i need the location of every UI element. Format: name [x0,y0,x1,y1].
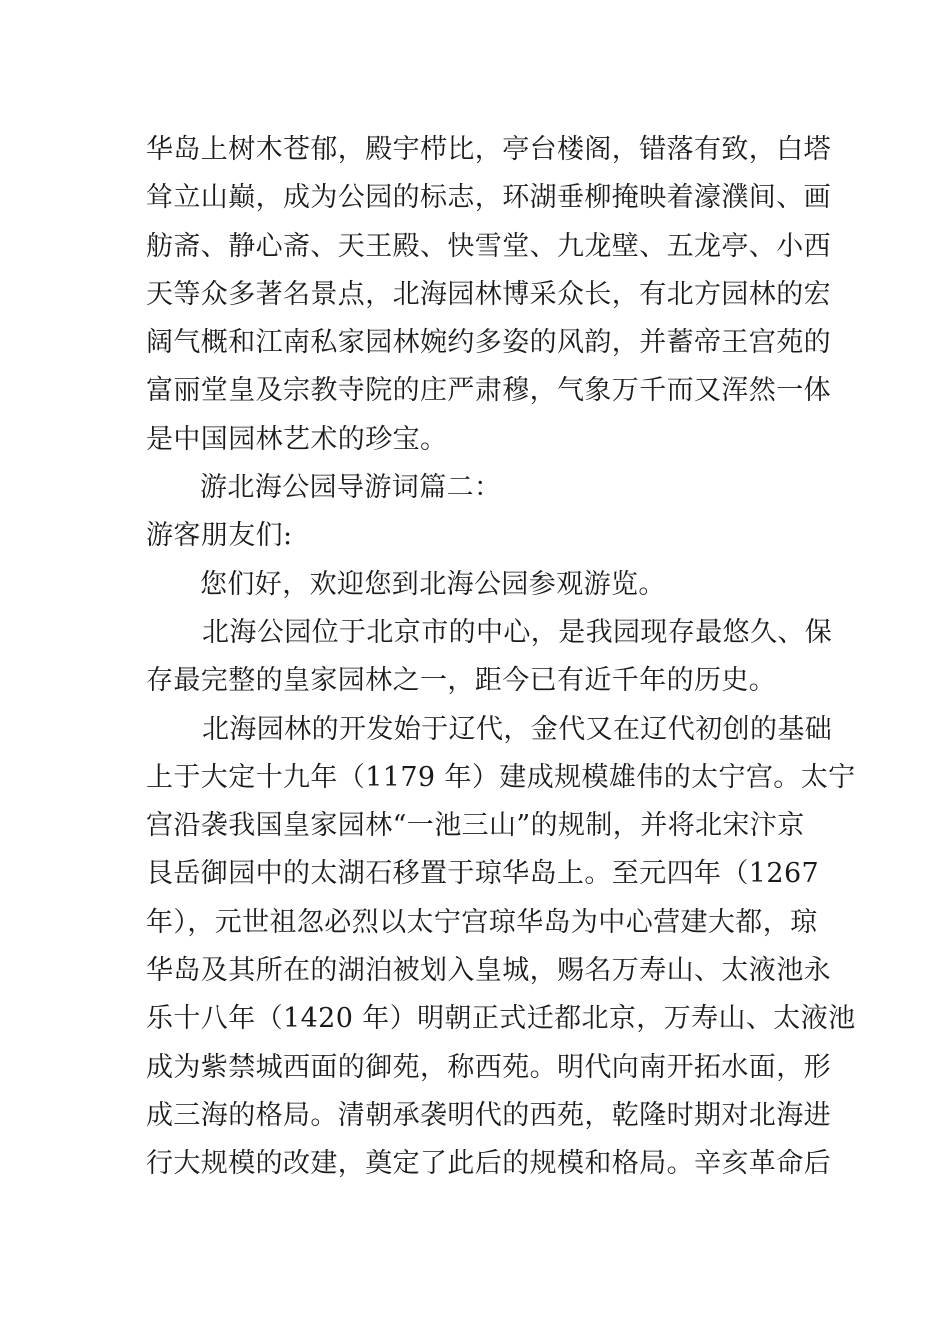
paragraph-3-line: 年），元世祖忽必烈以太宁宫琼华岛为中心营建大都，琼 [146,906,818,938]
document-body [146,126,856,1189]
section-heading: 游北海公园导游词篇二： [200,472,502,504]
paragraph-3-line: 艮岳御园中的太湖石移置于琼华岛上。至元四年（1267 [146,858,820,890]
paragraph-3-line: 成三海的格局。清朝承袭明代的西苑，乾隆时期对北海进 [146,1099,831,1131]
welcome-line: 您们好，欢迎您到北海公园参观游览。 [200,568,666,600]
paragraph-1-line: 富丽堂皇及宗教寺院的庄严肃穆，气象万千而又浑然一体 [146,375,831,407]
greeting: 游客朋友们: [146,520,293,552]
paragraph-3-line: 北海园林的开发始于辽代，金代又在辽代初创的基础 [202,713,833,745]
paragraph-1 [146,126,831,464]
paragraph-3-line: 行大规模的改建，奠定了此后的规模和格局。辛亥革命后 [146,1148,831,1180]
paragraph-1-line: 舫斋、静心斋、天王殿、快雪堂、九龙壁、五龙亭、小西 [146,230,831,262]
paragraph-3-line: 成为紫禁城西面的御苑，称西苑。明代向南开拓水面，形 [146,1051,831,1083]
paragraph-3-line: 上于大定十九年（1179 年）建成规模雄伟的太宁宫。太宁 [146,761,856,793]
paragraph-1-line: 天等众多著名景点，北海园林博采众长，有北方园林的宏 [146,278,831,310]
paragraph-2 [146,609,833,706]
paragraph-2-line: 北海公园位于北京市的中心，是我园现存最悠久、保 [202,616,833,648]
paragraph-1-line: 是中国园林艺术的珍宝。 [146,423,448,455]
paragraph-1-line: 华岛上树木苍郁，殿宇栉比，亭台楼阁，错落有致，白塔 [146,134,831,165]
paragraph-3-line: 华岛及其所在的湖泊被划入皇城，赐名万寿山、太液池永 [146,955,831,987]
paragraph-1-line: 耸立山巅，成为公园的标志，环湖垂柳掩映着濠濮间、画 [146,182,831,214]
paragraph-3-line: 宫沿袭我国皇家园林“一池三山”的规制，并将北宋汴京 [146,810,805,842]
paragraph-3-line: 乐十八年（1420 年）明朝正式迁都北京，万寿山、太液池 [146,1003,856,1035]
paragraph-2-line: 存最完整的皇家园林之一，距今已有近千年的历史。 [146,665,777,697]
paragraph-1-line: 阔气概和江南私家园林婉约多姿的风韵，并蓄帝王宫苑的 [146,327,831,359]
paragraph-3 [146,706,856,1189]
